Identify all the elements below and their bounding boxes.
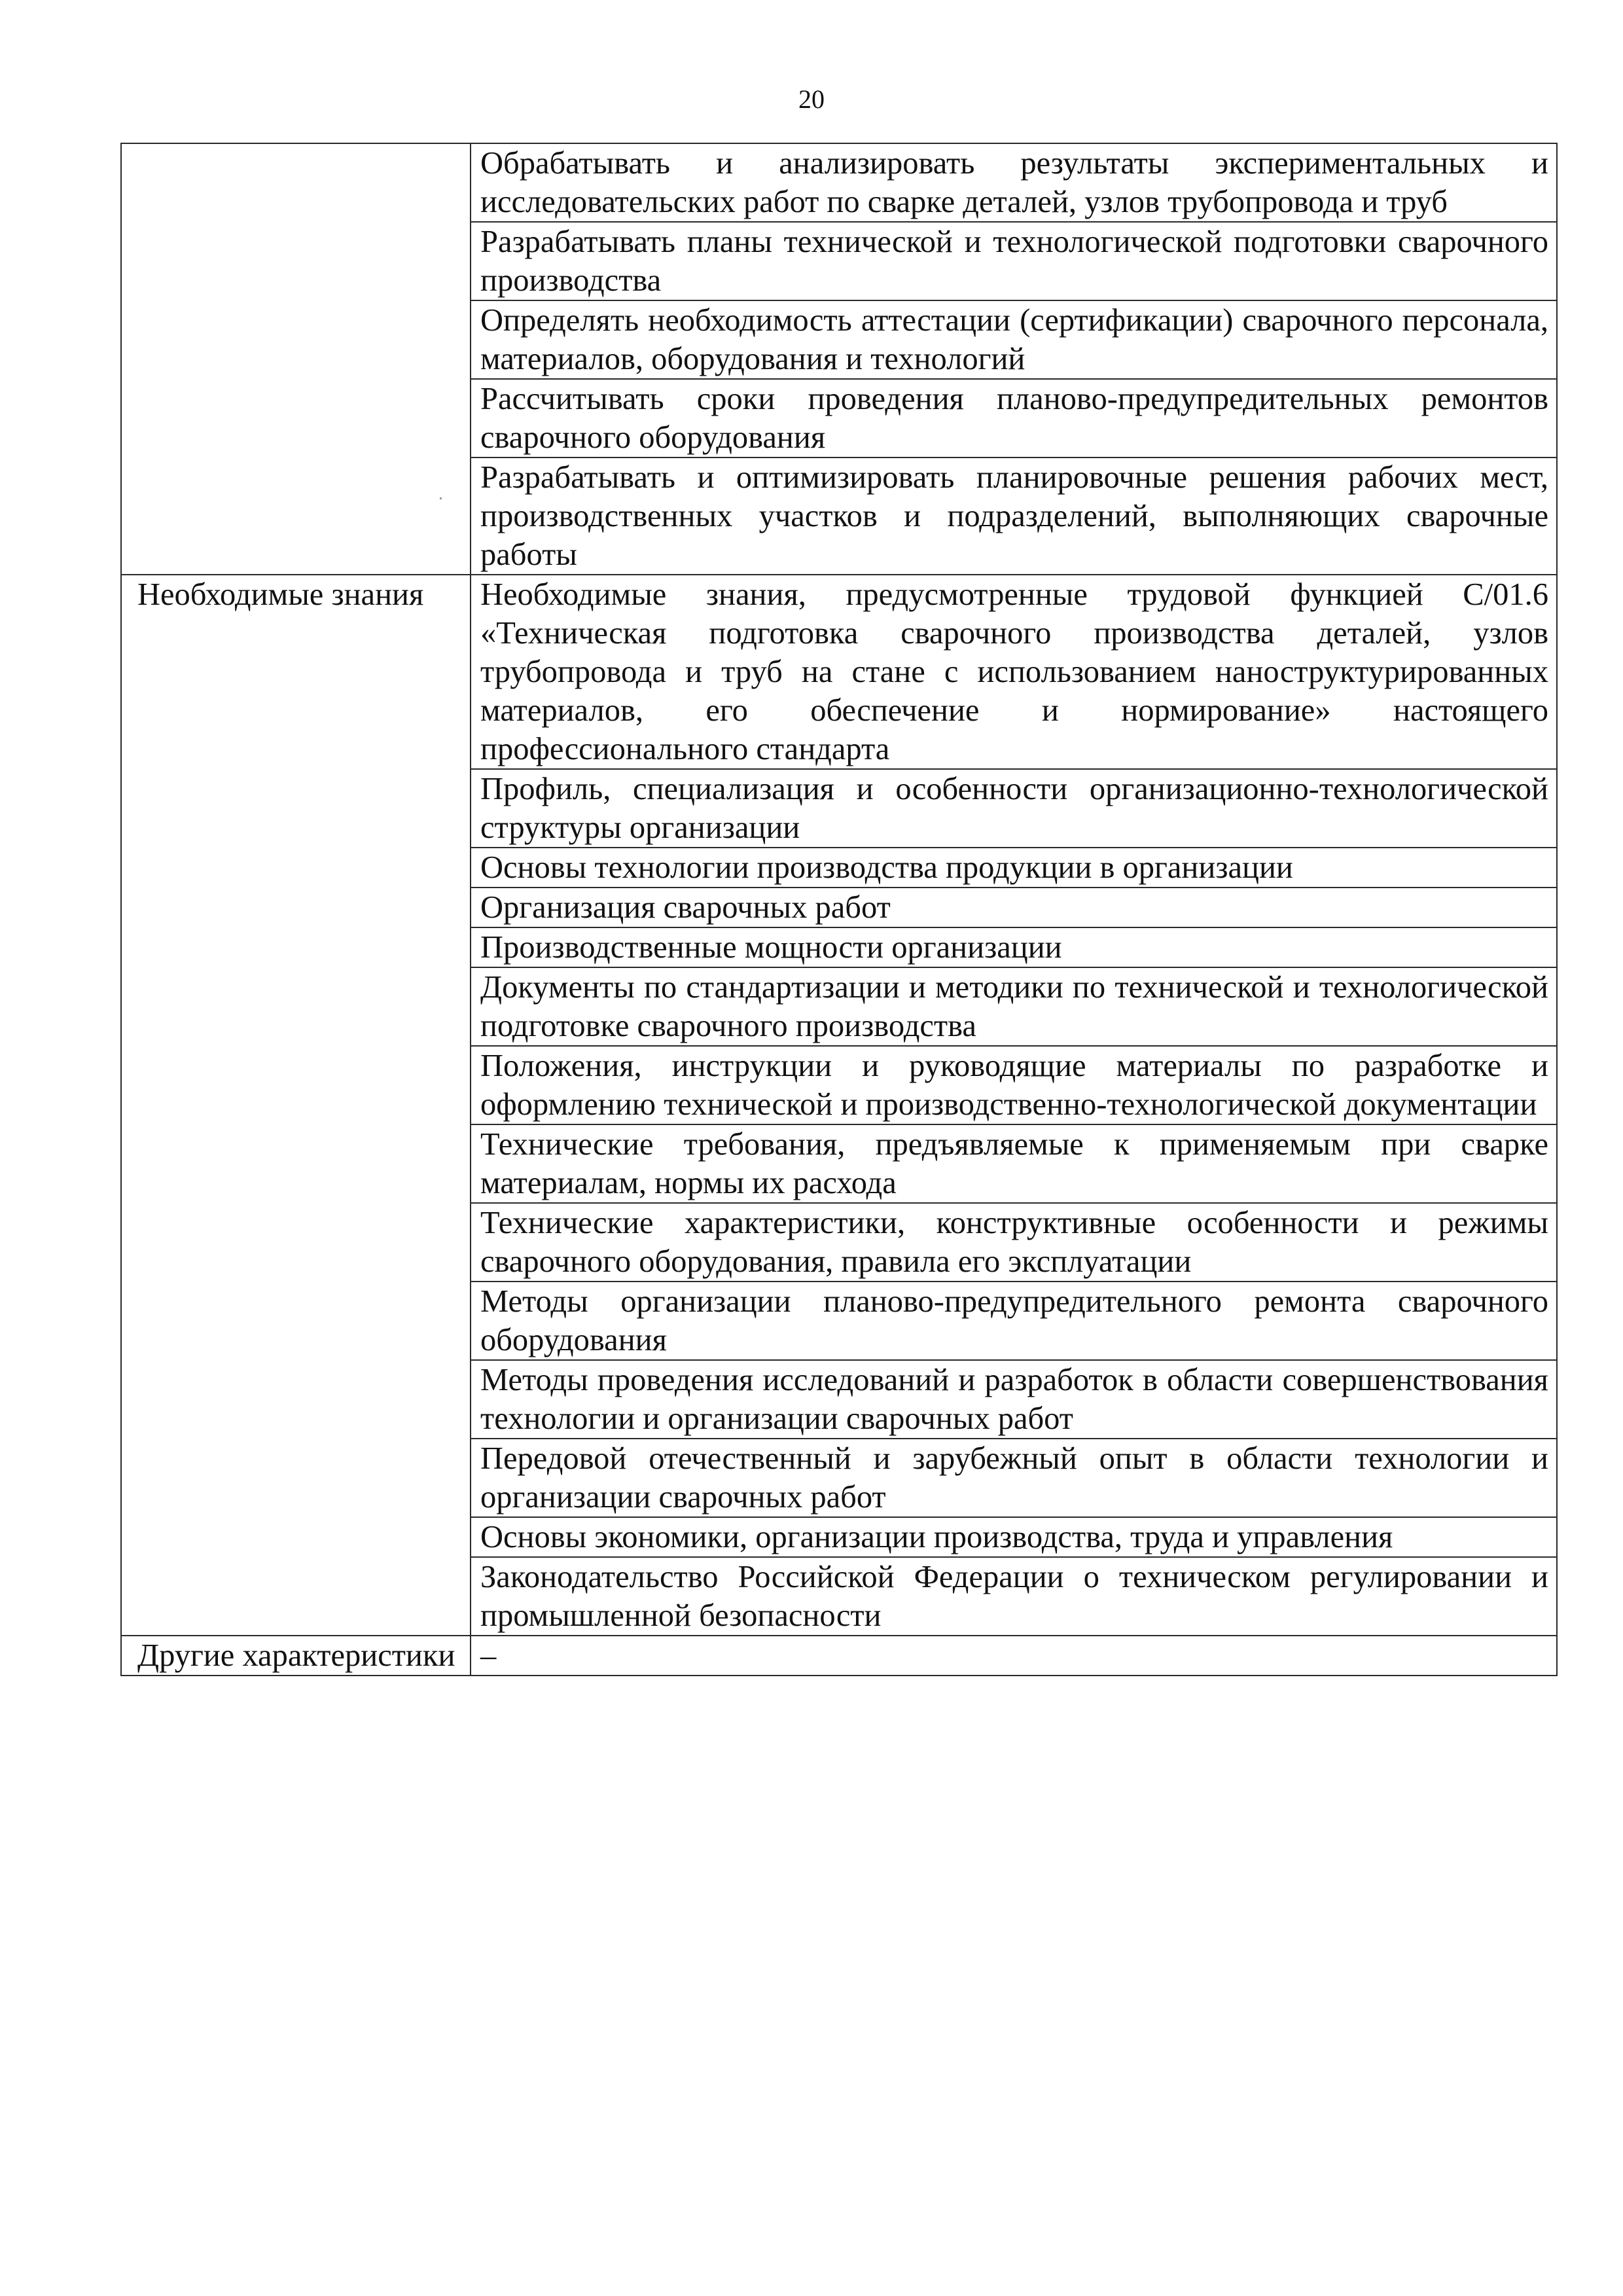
scan-speck [440, 497, 442, 499]
table-cell: Профиль, специализация и особенности организационно-технологической структуры организации [471, 769, 1557, 848]
requirements-table [120, 143, 1558, 1676]
row-label-empty [121, 143, 471, 575]
table-row [121, 1636, 1557, 1676]
table-cell: Документы по стандартизации и методики по технической и технологической подготовке сварочного производства [471, 967, 1557, 1046]
table-cell: Передовой отечественный и зарубежный опыт в области технологии и организации сварочных работ [471, 1439, 1557, 1517]
table-cell: Методы организации планово-предупредительного ремонта сварочного оборудования [471, 1282, 1557, 1360]
table-cell: Технические требования, предъявляемые к применяемым при сварке материалам, нормы их расхода [471, 1124, 1557, 1203]
table-cell: Положения, инструкции и руководящие материалы по разработке и оформлению технической и производственно-технологической документации [471, 1046, 1557, 1124]
table-cell: Разрабатывать и оптимизировать планировочные решения рабочих мест, производственных участков и подразделений, выполняющих сварочные работы [471, 457, 1557, 575]
table-cell: Производственные мощности организации [471, 927, 1557, 967]
row-label-knowledge: Необходимые знания [121, 575, 471, 1636]
table-cell: Определять необходимость аттестации (сертификации) сварочного персонала, материалов, оборудования и технологий [471, 300, 1557, 379]
table-row [121, 143, 1557, 222]
page-number: 20 [798, 84, 825, 114]
table-cell: Рассчитывать сроки проведения планово-предупредительных ремонтов сварочного оборудования [471, 379, 1557, 457]
table-cell: Организация сварочных работ [471, 888, 1557, 927]
row-label-other: Другие характеристики [121, 1636, 471, 1676]
table-cell: Обрабатывать и анализировать результаты экспериментальных и исследовательских работ по сварке деталей, узлов трубопровода и труб [471, 143, 1557, 222]
table-row [121, 575, 1557, 769]
table-cell: Законодательство Российской Федерации о техническом регулировании и промышленной безопасности [471, 1557, 1557, 1636]
table-cell: Основы технологии производства продукции в организации [471, 848, 1557, 888]
table-cell: Разрабатывать планы технической и технологической подготовки сварочного производства [471, 222, 1557, 300]
table-cell: – [471, 1636, 1557, 1676]
table-cell: Технические характеристики, конструктивные особенности и режимы сварочного оборудования, правила его эксплуатации [471, 1203, 1557, 1282]
table-cell: Необходимые знания, предусмотренные трудовой функцией С/01.6 «Техническая подготовка сварочного производства деталей, узлов трубопровода и труб на стане с использованием наноструктурированных материалов, его обеспечение и нормирование» настоящего профессионального стандарта [471, 575, 1557, 769]
table-cell: Методы проведения исследований и разработок в области совершенствования технологии и организации сварочных работ [471, 1360, 1557, 1439]
table-cell: Основы экономики, организации производства, труда и управления [471, 1517, 1557, 1557]
